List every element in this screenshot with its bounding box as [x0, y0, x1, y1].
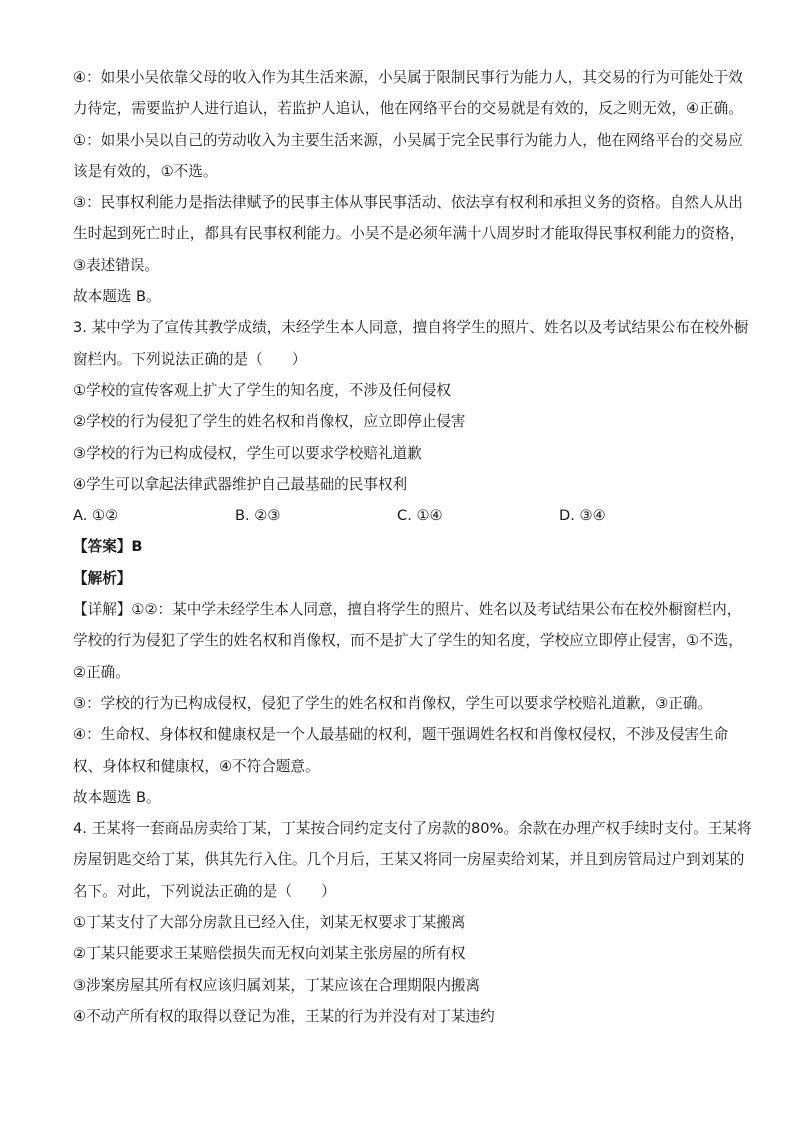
text-line: 故本题选 B。	[73, 788, 161, 806]
text-line: 力待定，需要监护人进行追认，若监护人追认，他在网络平台的交易就是有效的，反之则无效，④正确。	[73, 100, 743, 118]
text-line: 【详解】①②：某中学未经学生本人同意，擅自将学生的照片、姓名以及考试结果公布在校外橱窗栏内，	[73, 601, 742, 619]
answer-options	[73, 500, 723, 531]
question-stem: 名下。对此，下列说法正确的是（ ）	[73, 882, 336, 900]
statement: ③学校的行为已构成侵权，学生可以要求学校赔礼道歉	[73, 444, 422, 462]
question-stem: 窗栏内。下列说法正确的是（ ）	[73, 350, 307, 368]
option-d: D. ③④	[559, 507, 606, 525]
question-stem: 房屋钥匙交给丁某，供其先行入住。几个月后，王某又将同一房屋卖给刘某，并且到房管局过户到刘某的	[73, 851, 745, 869]
text-line: ③：民事权利能力是指法律赋予的民事主体从事民事活动、依法享有权利和承担义务的资格。自然人从出	[73, 194, 743, 212]
text-line: ④：生命权、身体权和健康权是一个人最基础的权利，题干强调姓名权和肖像权侵权，不涉及侵害生命	[73, 726, 729, 744]
option-b: B. ②③	[235, 507, 281, 525]
text-line: 故本题选 B。	[73, 288, 161, 306]
option-c: C. ①④	[397, 507, 443, 525]
question-stem: 3. 某中学为了宣传其教学成绩，未经学生本人同意，擅自将学生的照片、姓名以及考试结果公布在校外橱	[73, 319, 749, 337]
text-line: 该是有效的，①不选。	[73, 162, 218, 180]
text-line: ③表述错误。	[73, 256, 160, 274]
text-line: ①：如果小吴以自己的劳动收入为主要生活来源，小吴属于完全民事行为能力人，他在网络平台的交易应	[73, 131, 743, 149]
answer-line: 【答案】B	[73, 538, 143, 556]
text-line: 生时起到死亡时止，都具有民事权利能力。小吴不是必须年满十八周岁时才能取得民事权利能力的资格，	[73, 225, 745, 243]
text-line: 学校的行为侵犯了学生的姓名权和肖像权，而不是扩大了学生的知名度，学校应立即停止侵害，①不选，	[73, 632, 743, 650]
statement: ③涉案房屋其所有权应该归属刘某，丁某应该在合理期限内搬离	[73, 976, 481, 994]
statement: ②丁某只能要求王某赔偿损失而无权向刘某主张房屋的所有权	[73, 945, 466, 963]
statement: ②学校的行为侵犯了学生的姓名权和肖像权，应立即停止侵害	[73, 413, 466, 431]
option-a: A. ①②	[73, 507, 119, 525]
analysis-heading: 【解析】	[73, 569, 132, 587]
question-stem: 4. 王某将一套商品房卖给丁某，丁某按合同约定支付了房款的80%。余款在办理产权手续时支付。王某将	[73, 820, 752, 838]
text-line: ②正确。	[73, 663, 130, 681]
statement: ①学校的宣传客观上扩大了学生的知名度，不涉及任何侵权	[73, 381, 451, 399]
statement: ④不动产所有权的取得以登记为准，王某的行为并没有对丁某违约	[73, 1007, 495, 1025]
statement: ④学生可以拿起法律武器维护自己最基础的民事权利	[73, 475, 408, 493]
text-line: ④：如果小吴依靠父母的收入作为其生活来源，小吴属于限制民事行为能力人，其交易的行为可能处于效	[73, 69, 743, 86]
text-line: 权、身体权和健康权，④不符合题意。	[73, 757, 320, 775]
statement: ①丁某支付了大部分房款且已经入住，刘某无权要求丁某搬离	[73, 914, 466, 932]
text-line: ③：学校的行为已构成侵权，侵犯了学生的姓名权和肖像权，学生可以要求学校赔礼道歉，③正确。	[73, 694, 713, 712]
document-page	[73, 62, 752, 1032]
